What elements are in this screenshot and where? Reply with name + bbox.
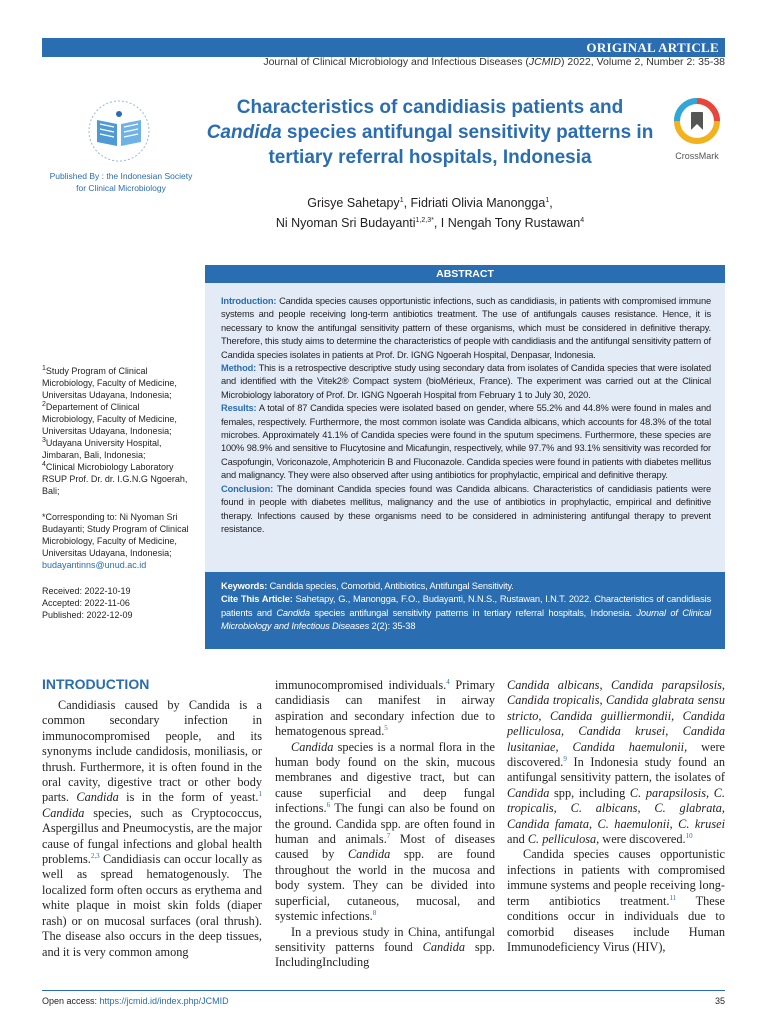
paragraph: immunocompromised individuals.$^4$ Primary candidiasis can manifest in airway aspiration and secondary infection due to hematogenous spread.$^5$ [275,677,495,739]
abstract-heading: ABSTRACT [205,265,725,283]
affiliation-2: $^2$Departement of Clinical Microbiology, Faculty of Medicine, Universitas Udayana, Indonesia; [42,401,177,436]
body-column-1 [42,698,262,960]
affiliations-sidebar [42,365,192,621]
body-column-3 [507,678,725,955]
footer-open-access: Open access: https://jcmid.id/index.php/JCMID [42,996,229,1006]
abstract-body [205,283,725,572]
paragraph: Candidiasis caused by Candida is a common secondary infection in immunocompromised people, and its synonyms include candidosis, moniliasis, or thrush. Furthermore, it is often found in the oral cavity, digestive tract or other body parts. Candida is in the form of yeast.$^1$ Candida species, such as Cryptococcus, Aspergillus and Pneumocystis, are the major cause of fungal infections and global health problems.$^{2,3}$ Candidiasis can occur locally as well as spread hematogenously. The localized form often occurs as erythema and white plaque in moist skin folds (diaper rash) or on mucosal surfaces (oral thrush). The disease also occurs in the deep tissues, and it is very common among [42,698,262,959]
affiliation-1: $^1$Study Program of Clinical Microbiology, Faculty of Medicine, Universitas Udayana, Indonesia; [42,365,177,400]
crossmark-label: CrossMark [675,151,719,161]
footer-divider [42,990,725,991]
crossmark-badge[interactable] [668,98,726,161]
abstract-method: Method: This is a retrospective descriptive study using secondary data from isolates of Candida species that were isolated and identified with the Vitek2® Compact system (bioMérieux, France). The experiment was carried out at the Clinical Microbiology laboratory of Prof. Dr. IGNG Ngoerah Hospital from February 1 to July 30, 2020. [221,363,711,400]
affiliation-3: $^3$Udayana University Hospital, Jimbaran, Bali, Indonesia; [42,437,162,460]
keywords: Keywords: Candida species, Comorbid, Antibiotics, Antifungal Sensitivity. [221,581,514,591]
article-type-banner: ORIGINAL ARTICLE [42,38,725,57]
introduction-heading: INTRODUCTION [42,676,150,692]
paragraph: Candida albicans, Candida parapsilosis, Candida tropicalis, Candida glabrata sensu stricto, Candida guilliermondii, Candida pelliculosa, Candida krusei, Candida lusitaniae, Candida haemulonii, were discovered.$^9$ In Indonesia study found an antifungal sensitivity pattern, the isolates of Candida spp, including C. parapsilosis, C. tropicalis, C. albicans, C. glabrata, Candida famata, C. haemulonii, C. krusei and C. pelliculosa, were discovered.$^{10}$ [507,678,725,847]
page-number: 35 [714,996,725,1006]
paragraph: In a previous study in China, antifungal sensitivity patterns found Candida spp. IncludingIncluding [275,924,495,970]
corresponding-email-link[interactable]: budayantinns@unud.ac.id [42,560,147,570]
date-accepted: Accepted: 2022-11-06 [42,598,130,608]
date-received: Received: 2022-10-19 [42,586,131,596]
keywords-citation-box [205,572,725,649]
author-list: Grisye Sahetapy$^1$, Fidriati Olivia Manongga$^1$, Ni Nyoman Sri Budayanti$^{1,2,3*}$, I Nengah Tony Rustawan$^4$ [275,196,585,230]
abstract-results: Results: A total of 87 Candida species were isolated based on gender, where 55.2% and 44.8% were found in males and females, respectively. Furthermore, the most common isolate was Candida albicans, which accounts for 48.3% of the total microbes. Approximately 41.1% of Candida species were found in the sputum specimens. Furthermore, these species are 100% 98.9% and sensitive to Flucytosine and Micafungin, respectively, while 97.7% and 93.1% sensitivity was recorded for Caspofungin, Voriconazole, Amphotericin B and Fluconazole. Candida species were found in patients with diabetes mellitus and malignancy. They were also observed after using antibiotics for prophylactic, empirical and definitive therapy. [221,403,711,481]
body-column-2 [275,678,495,971]
date-published: Published: 2022-12-09 [42,610,133,620]
journal-url-link[interactable]: https://jcmid.id/index.php/JCMID [99,996,229,1006]
cite-this-article: Cite This Article: Sahetapy, G., Manongga, F.O., Budayanti, N.N.S., Rustawan, I.N.T. 2022. Characteristics of candidiasis patients and Candida species antifungal sensitivity patterns in tertiary referral hospitals, Indonesia. Journal of Clinical Microbiology and Infectious Diseases 2(2): 35-38 [221,594,711,632]
abstract-introduction: Introduction: Candida species causes opportunistic infections, such as candidiasis, in patients with compromised immune systems and people receiving long-term antibiotics treatment. The use of antifungals causes resistance. Hence, it is necessary to know the antifungal sensitivity pattern of these organisms, which must be considered in definitive therapy. Therefore, this study aims to determine the characteristics of people with candidiasis and the antifungal sensitivity pattern of Candida species isolates in patients at Prof. Dr. IGNG Ngoerah Hospital, Denpasar, Indonesia. [221,296,711,360]
paragraph: Candida species is a normal flora in the human body found on the skin, mucous membranes and digestive tract, but can cause superficial and deep fungal infections.$^6$ The fungi can also be found on the ground. Candida spp. are often found in human and animals.$^7$ Most of diseases caused by Candida spp. are found throughout the world in the mucosa and body system. They can be divided into superficial, cutaneous, mucosal, and systemic infections.$^8$ [275,739,495,924]
abstract-conclusion: Conclusion: The dominant Candida species found was Candida albicans. Characteristics of candidiasis patients were found in people with diabetes mellitus, malignancy and the use of antibiotics in prophylactic, empirical and definitive therapy. Infections caused by these organisms need to be considered in administering antifungal therapy to prevent resistance. [221,483,711,534]
society-logo-icon [75,96,163,166]
article-title: Characteristics of candidiasis patients and Candida species antifungal sensitivity patterns in tertiary referral hospitals, Indonesia [206,97,654,168]
journal-citation-line: Journal of Clinical Microbiology and Infectious Diseases (JCMID) 2022, Volume 2, Number 2: 35-38 [263,56,725,68]
paragraph: Candida species causes opportunistic infections in patients with compromised immune systems and people receiving long-term antibiotics treatment.$^{11}$ These conditions occur in individuals due to comorbid diseases include Human Immunodeficiency Virus (HIV), [507,847,725,954]
crossmark-icon [674,98,720,144]
corresponding-author: *Corresponding to: Ni Nyoman Sri Budayanti; Study Program of Clinical Microbiology, Faculty of Medicine, Universitas Udayana, Indonesia; [42,512,189,558]
publisher-note: Published By : the Indonesian Society for Clinical Microbiology [49,171,193,193]
affiliation-4: $^4$Clinical Microbiology Laboratory RSUP Prof. Dr. dr. I.G.N.G Ngoerah, Bali; [42,461,188,496]
